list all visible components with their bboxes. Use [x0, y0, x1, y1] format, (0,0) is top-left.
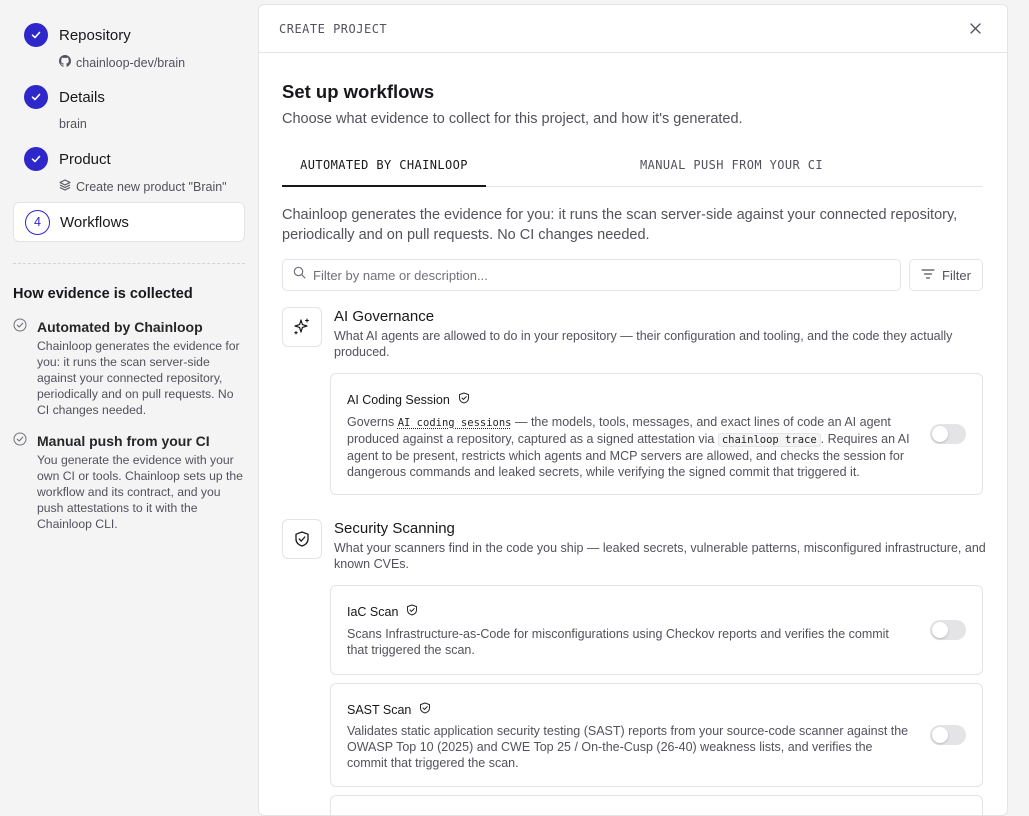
step-product[interactable]	[24, 147, 111, 171]
card-desc: Scans Infrastructure-as-Code for misconfigurations using Checkov reports and verifies the commit that triggered the scan.	[347, 627, 889, 657]
card-title: AI Coding Session	[347, 392, 450, 407]
step-sub-text: brain	[59, 117, 87, 131]
step-details[interactable]	[24, 85, 105, 109]
shield-check-icon	[406, 604, 418, 619]
check-icon	[24, 23, 48, 47]
workflow-card-iac-scan	[330, 585, 983, 675]
category-desc: What AI agents are allowed to do in your repository — their configuration and tooling, and the code they actually produced.	[334, 329, 953, 359]
workflow-card-ai-coding-session	[330, 373, 983, 495]
category-title: Security Scanning	[334, 520, 455, 537]
page-scrollbar[interactable]	[1016, 0, 1029, 812]
method-title: Manual push from your CI	[37, 432, 210, 449]
shield-check-icon	[282, 519, 322, 559]
panel-header	[259, 5, 1007, 53]
sparkles-icon	[282, 307, 322, 347]
filter-button[interactable]	[909, 259, 983, 291]
card-title: IaC Scan	[347, 604, 399, 619]
workflow-card-sast-scan	[330, 683, 983, 787]
page-title: Set up workflows	[282, 81, 435, 102]
step-sub-repository	[59, 55, 185, 70]
search-icon	[293, 266, 306, 284]
step-repository[interactable]	[24, 23, 131, 47]
panel-eyebrow: CREATE PROJECT	[279, 21, 388, 36]
wizard-sidebar	[0, 0, 258, 812]
check-icon	[24, 85, 48, 109]
check-circle-icon	[13, 318, 27, 335]
shield-check-icon	[419, 702, 431, 717]
step-label: Product	[59, 150, 111, 168]
layers-icon	[59, 179, 71, 194]
code-snippet: chainloop trace	[718, 433, 821, 447]
search-box[interactable]	[282, 259, 901, 291]
filter-icon	[921, 268, 935, 283]
github-icon	[59, 55, 71, 70]
category-desc: What your scanners find in the code you ship — leaked secrets, vulnerable patterns, misconfigured infrastructure, and known CVEs.	[334, 541, 986, 571]
method-desc: Chainloop generates the evidence for you: it runs the scan server-side against your connected repository, periodically and on pull requests. No CI changes needed.	[37, 339, 240, 417]
close-button[interactable]	[965, 19, 985, 39]
workflow-card-next	[330, 795, 983, 816]
method-desc: You generate the evidence with your own CI or tools. Chainloop sets up the workflow and its contract, and you push attestations to it with the Chainloop CLI.	[37, 453, 243, 531]
close-icon	[970, 23, 981, 34]
enable-toggle[interactable]	[930, 620, 966, 640]
tabs	[282, 153, 983, 187]
step-label: Details	[59, 88, 105, 106]
method-title: Automated by Chainloop	[37, 318, 203, 335]
card-desc	[347, 414, 912, 480]
search-input[interactable]	[313, 268, 873, 283]
method-automated	[13, 318, 249, 418]
step-number: 4	[25, 210, 50, 235]
category-title: AI Governance	[334, 308, 435, 325]
step-label: Repository	[59, 26, 131, 44]
tab-manual[interactable]: MANUAL PUSH FROM YOUR CI	[640, 158, 823, 172]
method-manual	[13, 432, 249, 532]
step-workflows[interactable]	[13, 202, 245, 242]
step-sub-text: chainloop-dev/brain	[76, 55, 186, 70]
step-label: Workflows	[60, 213, 129, 231]
card-title: SAST Scan	[347, 702, 412, 717]
card-desc-text: — the models, tools, messages, and exact lines of code an AI agent produced against a repository, captured as a signed attestation via	[347, 415, 891, 446]
how-title: How evidence is collected	[13, 286, 193, 302]
shield-check-icon	[458, 392, 470, 407]
card-desc-text: . Requires an AI agent to be present, restricts which agents and MCP servers are allowed, and checks the session for dangerous commands and leaked secrets, while verifying the signed commit that triggered it.	[347, 432, 910, 479]
ai-sessions-link[interactable]: AI coding sessions	[397, 417, 512, 429]
step-sub-product	[59, 179, 227, 194]
enable-toggle[interactable]	[930, 424, 966, 444]
check-circle-icon	[13, 432, 27, 449]
enable-toggle[interactable]	[930, 725, 966, 745]
step-sub-details	[59, 117, 87, 131]
sidebar-divider	[13, 263, 245, 264]
intro-text: Chainloop generates the evidence for you: it runs the scan server-side against your connected repository, periodically and on pull requests. No CI changes needed.	[282, 207, 958, 243]
filter-label: Filter	[942, 267, 971, 283]
card-desc-text: Governs	[347, 415, 398, 429]
check-icon	[24, 147, 48, 171]
page-subtitle: Choose what evidence to collect for this project, and how it's generated.	[282, 111, 743, 127]
create-project-panel	[258, 4, 1008, 816]
card-desc: Validates static application security testing (SAST) reports from your source-code scanner against the OWASP Top 10 (2025) and CWE Top 25 / On-the-Cusp (26-40) weakness lists, and verifies the commit that triggered the scan.	[347, 724, 909, 770]
tab-automated[interactable]: AUTOMATED BY CHAINLOOP	[282, 153, 486, 187]
step-sub-text: Create new product "Brain"	[76, 179, 227, 194]
